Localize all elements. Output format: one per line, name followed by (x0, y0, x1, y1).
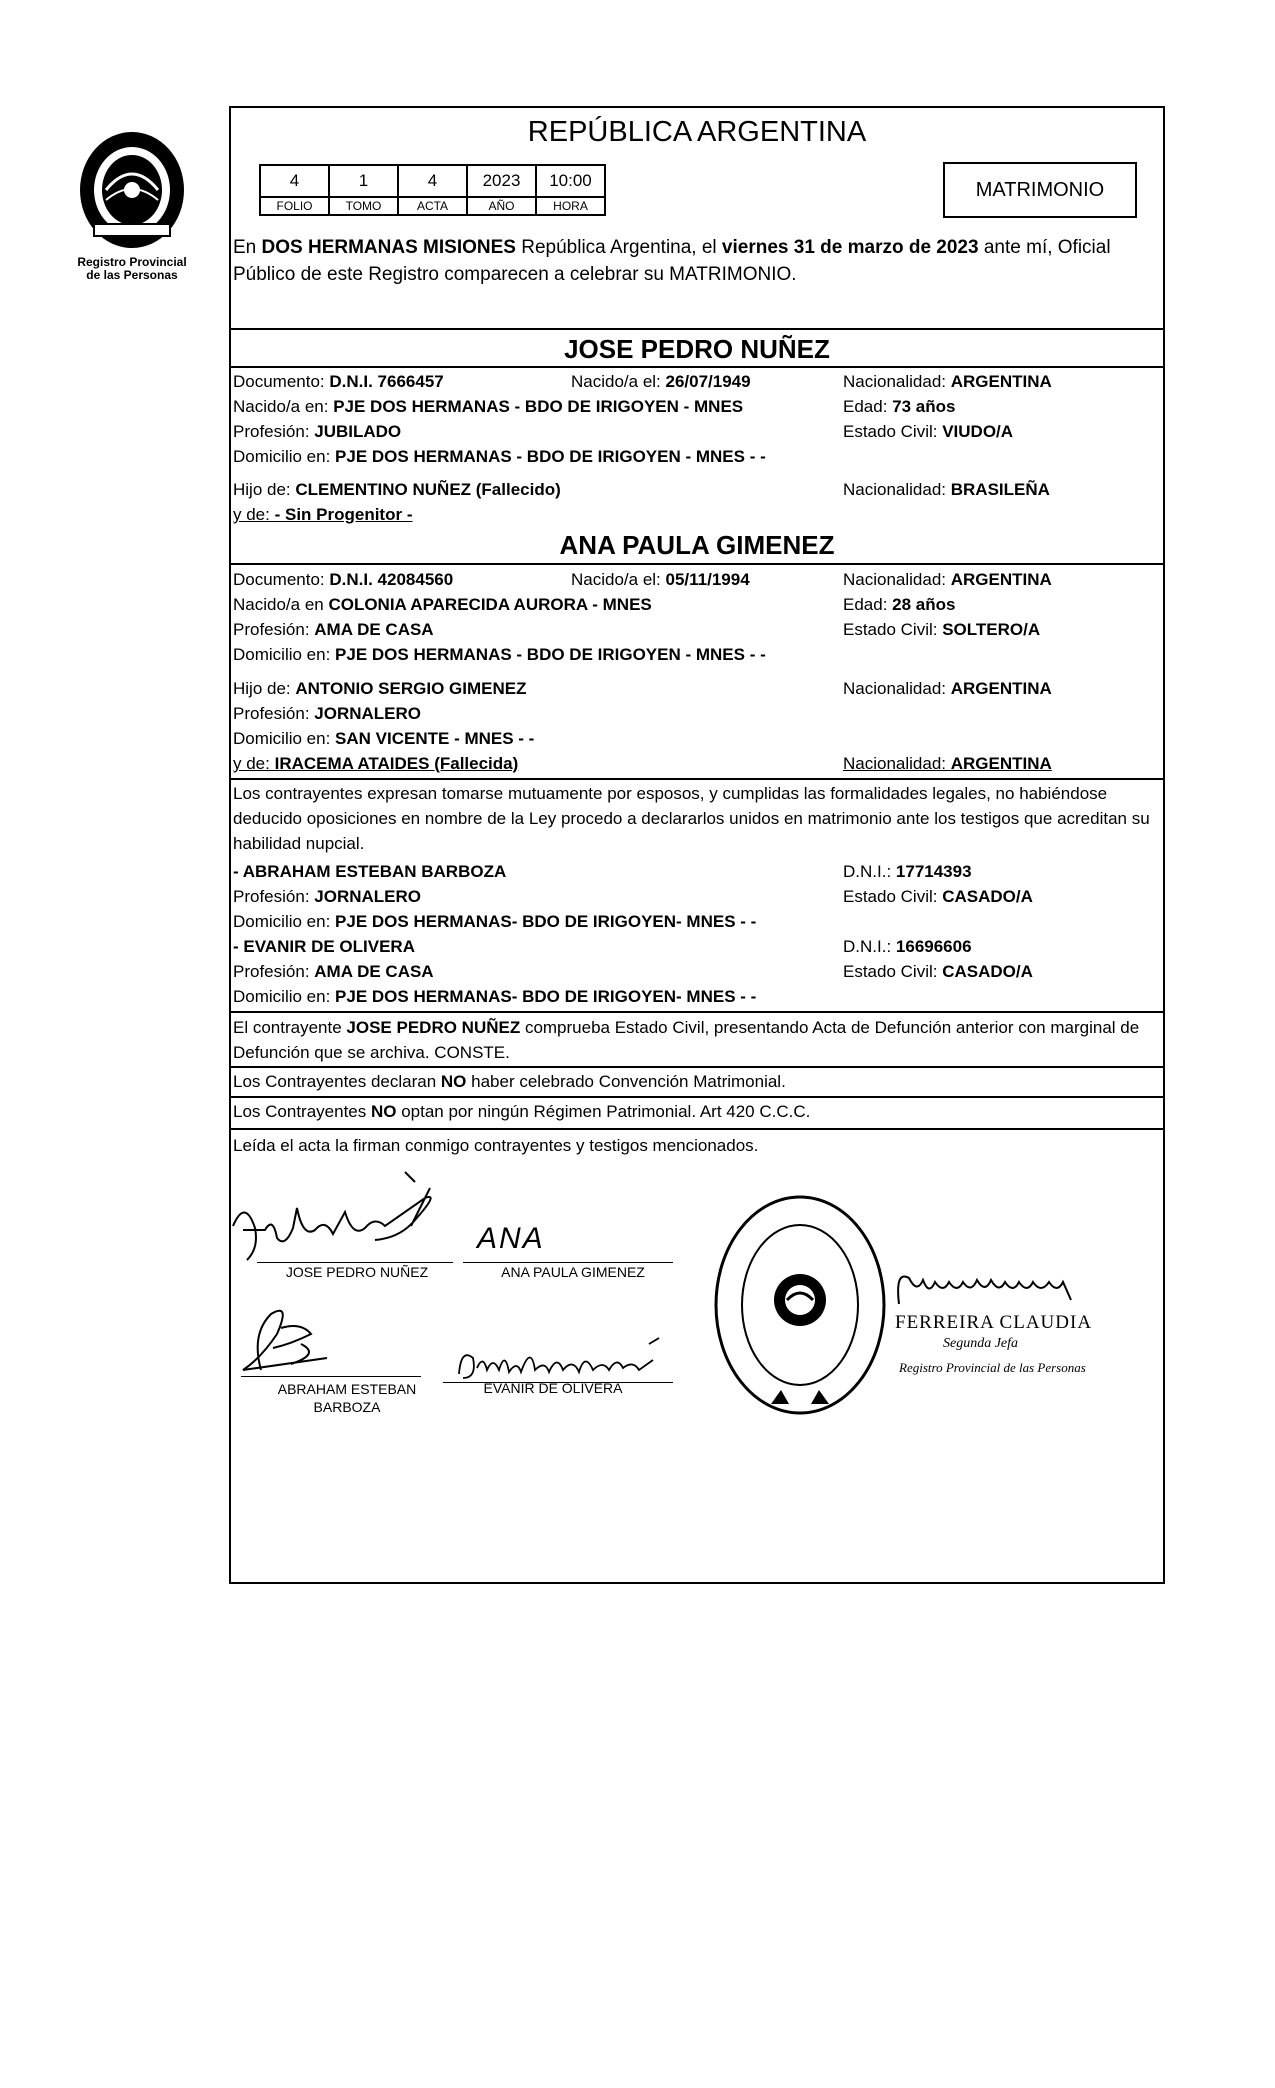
bride-address (233, 645, 766, 665)
bride-father-address (233, 729, 534, 749)
official-seal-icon (711, 1190, 889, 1420)
bride-document (233, 570, 453, 590)
civil-status-note (233, 1015, 1163, 1065)
intro-paragraph (233, 234, 1163, 288)
witness2-dni-value: 16696606 (895, 937, 972, 956)
groom-doc-label: Documento: (233, 372, 330, 391)
bride-birthplace (233, 595, 652, 615)
bride-profession (233, 620, 434, 640)
bride-civil-status (843, 620, 1040, 640)
groom-born-value: 26/07/1949 (665, 372, 751, 391)
witness1-addr-value: PJE DOS HERMANAS- BDO DE IRIGOYEN- MNES - - (335, 912, 757, 931)
divider (231, 1011, 1163, 1013)
bride-signature-line (463, 1262, 673, 1263)
groom-nationality (843, 372, 1052, 392)
acta-value: 4 (398, 165, 467, 197)
acta-label: ACTA (398, 197, 467, 215)
divider (231, 328, 1163, 330)
witness2-dni-label: D.N.I.: (843, 937, 896, 956)
groom-father-value: CLEMENTINO NUÑEZ (Fallecido) (295, 480, 561, 499)
regime-note (233, 1102, 810, 1122)
witness1-civil-value: CASADO/A (942, 887, 1033, 906)
intro-date: viernes 31 de marzo de 2023 (721, 237, 979, 258)
bride-mother-nationality (843, 754, 1052, 774)
bride-nat-value: ARGENTINA (950, 570, 1052, 589)
witness1-sig-line2: BARBOZA (313, 1399, 381, 1415)
groom-mother-value: - Sin Progenitor - (274, 505, 413, 524)
closing-statement: Leída el acta la firman conmigo contrayentes y testigos mencionados. (233, 1136, 759, 1155)
witness2-prof-label: Profesión: (233, 962, 315, 981)
groom-father-nat-label: Nacionalidad: (843, 480, 951, 499)
bride-mother-nat-label: Nacionalidad: (843, 754, 951, 773)
official-title: Segunda Jefa (943, 1336, 1019, 1351)
witness2-prof-value: AMA DE CASA (314, 962, 434, 981)
witness1-dni-label: D.N.I.: (843, 862, 896, 881)
bride-name-heading: ANA PAULA GIMENEZ (559, 530, 835, 560)
bride-civil-value: SOLTERO/A (942, 620, 1041, 639)
groom-doc-value: D.N.I. 7666457 (329, 372, 444, 391)
tomo-label: TOMO (329, 197, 398, 215)
official-organization: Registro Provincial de las Personas (899, 1360, 1086, 1375)
bride-place-value: COLONIA APARECIDA AURORA - MNES (328, 595, 652, 614)
groom-age (843, 397, 955, 417)
groom-age-label: Edad: (843, 397, 893, 416)
witness2-addr-label: Domicilio en: (233, 987, 336, 1006)
bride-father-nat-value: ARGENTINA (950, 679, 1052, 698)
groom-father-label: Hijo de: (233, 480, 296, 499)
witness1-signature-label (247, 1380, 447, 1416)
convention-no: NO (440, 1072, 467, 1091)
regime-text-2: optan por ningún Régimen Patrimonial. Art 420 C.C.C. (396, 1102, 811, 1121)
regime-text-1: Los Contrayentes (233, 1102, 371, 1121)
act-type-box: MATRIMONIO (943, 162, 1137, 218)
divider (231, 1128, 1163, 1130)
bride-father-prof-value: JORNALERO (314, 704, 421, 723)
witness2-signature-label: EVANIR DE OLIVERA (483, 1380, 623, 1396)
bride-father-nat-label: Nacionalidad: (843, 679, 951, 698)
groom-addr-label: Domicilio en: (233, 447, 336, 466)
bride-father-profession (233, 704, 421, 724)
bride-prof-label: Profesión: (233, 620, 315, 639)
declaration-paragraph: Los contrayentes expresan tomarse mutuamente por esposos, y cumplidas las formalidades legales, no habiéndose deducido oposiciones en nombre de la Ley procedo a declararlos unidos en matrimonio ante los testigos que acreditan su habilidad nupcial. (233, 784, 1150, 853)
intro-text-1: En (233, 237, 262, 258)
tomo-value: 1 (329, 165, 398, 197)
witness1-dni (843, 862, 972, 882)
groom-signature-label: JOSE PEDRO NUÑEZ (285, 1264, 429, 1280)
anio-value: 2023 (467, 165, 536, 197)
groom-nat-value: ARGENTINA (950, 372, 1052, 391)
document-title: REPÚBLICA ARGENTINA (527, 116, 867, 148)
groom-birthdate (571, 372, 751, 392)
groom-mother-label: y de: (233, 505, 275, 524)
bride-father-nationality (843, 679, 1052, 699)
intro-text-2: República Argentina, el (515, 237, 722, 258)
bride-mother-label: y de: (233, 754, 275, 773)
logo-caption-line1: Registro Provincial (77, 255, 187, 269)
divider (231, 563, 1163, 565)
intro-place: DOS HERMANAS MISIONES (261, 237, 516, 258)
groom-address (233, 447, 766, 467)
witness1-name (233, 862, 506, 882)
groom-age-value: 73 años (892, 397, 956, 416)
folio-label: FOLIO (260, 197, 329, 215)
bride-nat-label: Nacionalidad: (843, 570, 951, 589)
witness2-address (233, 987, 756, 1007)
bride-signature: ANA (477, 1222, 545, 1255)
witness1-addr-label: Domicilio en: (233, 912, 336, 931)
witness1-signature-line (241, 1376, 421, 1377)
convention-text-1: Los Contrayentes declaran (233, 1072, 441, 1091)
bride-born-label: Nacido/a el: (571, 570, 666, 589)
groom-civil-status (843, 422, 1013, 442)
bride-signature-label: ANA PAULA GIMENEZ (501, 1264, 645, 1280)
bride-civil-label: Estado Civil: (843, 620, 943, 639)
official-name: FERREIRA CLAUDIA (895, 1312, 1093, 1333)
witness1-sig-line1: ABRAHAM ESTEBAN (277, 1381, 417, 1397)
bride-father-value: ANTONIO SERGIO GIMENEZ (295, 679, 527, 698)
bride-father-addr-label: Domicilio en: (233, 729, 336, 748)
hora-value: 10:00 (536, 165, 605, 197)
witness1-civil-label: Estado Civil: (843, 887, 943, 906)
groom-civil-label: Estado Civil: (843, 422, 943, 441)
bride-prof-value: AMA DE CASA (314, 620, 434, 639)
bride-age-label: Edad: (843, 595, 893, 614)
convention-text-2: haber celebrado Convención Matrimonial. (466, 1072, 786, 1091)
groom-prof-value: JUBILADO (314, 422, 402, 441)
bride-doc-value: D.N.I. 42084560 (329, 570, 454, 589)
official-signature-icon (891, 1260, 1081, 1312)
witness1-civil-status (843, 887, 1033, 907)
groom-father (233, 480, 561, 500)
bride-mother (233, 754, 518, 774)
bride-age-value: 28 años (892, 595, 956, 614)
bride-mother-nat-value: ARGENTINA (950, 754, 1052, 773)
register-table (259, 164, 606, 216)
bride-addr-label: Domicilio en: (233, 645, 336, 664)
witness1-address (233, 912, 756, 932)
groom-prof-label: Profesión: (233, 422, 315, 441)
witness1-profession (233, 887, 421, 907)
groom-born-label: Nacido/a el: (571, 372, 666, 391)
folio-value: 4 (260, 165, 329, 197)
civil-note-name: JOSE PEDRO NUÑEZ (346, 1018, 521, 1037)
groom-signature-line (257, 1262, 453, 1263)
witness2-profession (233, 962, 434, 982)
bride-doc-label: Documento: (233, 570, 330, 589)
witness2-name-value: - EVANIR DE OLIVERA (233, 937, 415, 956)
divider (231, 1096, 1163, 1098)
divider (231, 778, 1163, 780)
groom-addr-value: PJE DOS HERMANAS - BDO DE IRIGOYEN - MNES - - (335, 447, 766, 466)
convention-note (233, 1072, 786, 1092)
witness1-signature-icon (231, 1304, 341, 1380)
civil-note-text-1: El contrayente (233, 1018, 347, 1037)
bride-addr-value: PJE DOS HERMANAS - BDO DE IRIGOYEN - MNES - - (335, 645, 766, 664)
groom-place-label: Nacido/a en: (233, 397, 334, 416)
groom-signature-icon (225, 1168, 455, 1268)
bride-mother-value: IRACEMA ATAIDES (Fallecida) (274, 754, 519, 773)
misiones-coat-of-arms-icon (76, 128, 188, 252)
intro-text-3: ante mí, Oficial Público de este Registro comparecen a celebrar su MATRIMONIO. (233, 237, 1111, 285)
provincial-registry-logo (62, 128, 202, 282)
witness2-civil-value: CASADO/A (942, 962, 1033, 981)
divider (231, 1066, 1163, 1068)
witness1-dni-value: 17714393 (895, 862, 972, 881)
witness1-prof-value: JORNALERO (314, 887, 421, 906)
witness1-name-value: - ABRAHAM ESTEBAN BARBOZA (233, 862, 507, 881)
witness2-dni (843, 937, 972, 957)
marriage-certificate (229, 106, 1165, 1584)
groom-mother (233, 505, 412, 525)
groom-nat-label: Nacionalidad: (843, 372, 951, 391)
groom-profession (233, 422, 401, 442)
logo-caption (62, 256, 202, 282)
civil-note-text-2: comprueba Estado Civil, presentando Acta de Defunción anterior con marginal de Defunción que se archiva. CONSTE. (233, 1018, 1140, 1062)
bride-father-prof-label: Profesión: (233, 704, 315, 723)
witness2-name (233, 937, 415, 957)
divider (231, 366, 1163, 368)
regime-no: NO (370, 1102, 397, 1121)
witness1-prof-label: Profesión: (233, 887, 315, 906)
groom-father-nat-value: BRASILEÑA (950, 480, 1050, 499)
groom-civil-value: VIUDO/A (942, 422, 1014, 441)
groom-place-value: PJE DOS HERMANAS - BDO DE IRIGOYEN - MNES (333, 397, 744, 416)
bride-father-label: Hijo de: (233, 679, 296, 698)
groom-document (233, 372, 444, 392)
witness2-civil-status (843, 962, 1033, 982)
bride-age (843, 595, 955, 615)
witness2-civil-label: Estado Civil: (843, 962, 943, 981)
bride-place-label: Nacido/a en (233, 595, 329, 614)
hora-label: HORA (536, 197, 605, 215)
groom-father-nationality (843, 480, 1050, 500)
bride-father-addr-value: SAN VICENTE - MNES - - (335, 729, 535, 748)
witness2-addr-value: PJE DOS HERMANAS- BDO DE IRIGOYEN- MNES - - (335, 987, 757, 1006)
bride-nationality (843, 570, 1052, 590)
groom-name-heading: JOSE PEDRO NUÑEZ (564, 334, 830, 364)
anio-label: AÑO (467, 197, 536, 215)
bride-birthdate (571, 570, 750, 590)
logo-caption-line2: de las Personas (86, 268, 178, 282)
bride-father (233, 679, 526, 699)
bride-born-value: 05/11/1994 (665, 570, 750, 589)
groom-birthplace (233, 397, 743, 417)
